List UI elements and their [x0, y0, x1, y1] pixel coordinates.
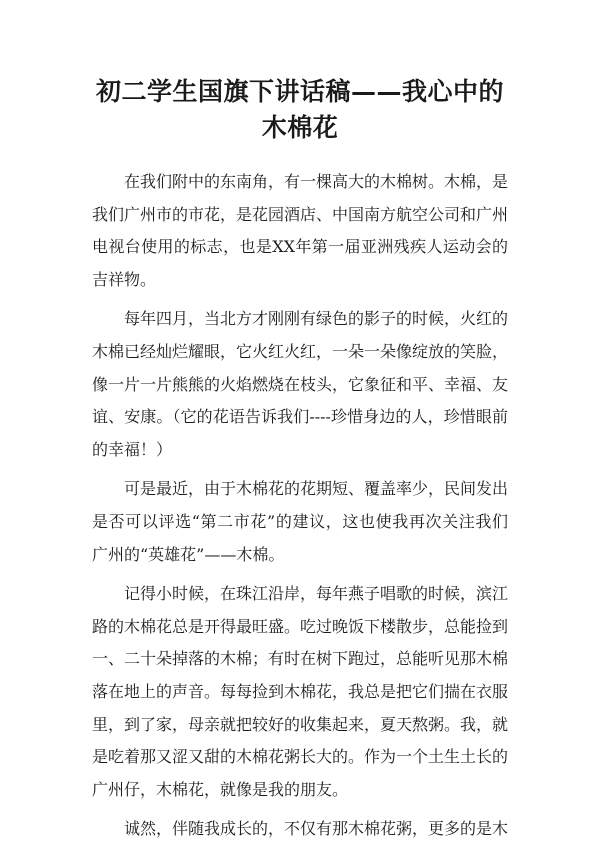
- paragraph-1: 在我们附中的东南角，有一棵高大的木棉树。木棉，是我们广州市的市花，是花园酒店、中国南方航空公司和广州电视台使用的标志，也是XX年第一届亚洲残疾人运动会的吉祥物。: [92, 172, 509, 289]
- paragraph-5: 诚然，伴随我成长的，不仅有那木棉花粥，更多的是木: [124, 819, 509, 839]
- document-title: 初二学生国旗下讲话稿——我心中的木棉花: [95, 77, 504, 142]
- paragraph-2: 每年四月，当北方才刚刚有绿色的影子的时候，火红的木棉已经灿烂耀眼，它火红火红，一朵一朵像绽放的笑脸，像一片一片熊熊的火焰燃烧在枝头，它象征和平、幸福、友谊、安康。（它的花语告诉我们----珍惜身边的人，珍惜眼前的幸福！）: [92, 309, 509, 459]
- paragraph-4: 记得小时候，在珠江沿岸，每年燕子唱歌的时候，滨江路的木棉花总是开得最旺盛。吃过晚饭下楼散步，总能捡到一、二十朵掉落的木棉；有时在树下跑过，总能听见那木棉落在地上的声音。每每捡到木棉花，我总是把它们揣在衣服里，到了家，母亲就把较好的收集起来，夏天熬粥。我，就是吃着那又涩又甜的木棉花粥长大的。作为一个土生土长的广州仔，木棉花，就像是我的朋友。: [92, 584, 509, 799]
- paragraph-3: 可是最近，由于木棉花的花期短、覆盖率少，民间发出是否可以评选“第二市花”的建议，这也使我再次关注我们广州的“英雄花”——木棉。: [92, 479, 509, 564]
